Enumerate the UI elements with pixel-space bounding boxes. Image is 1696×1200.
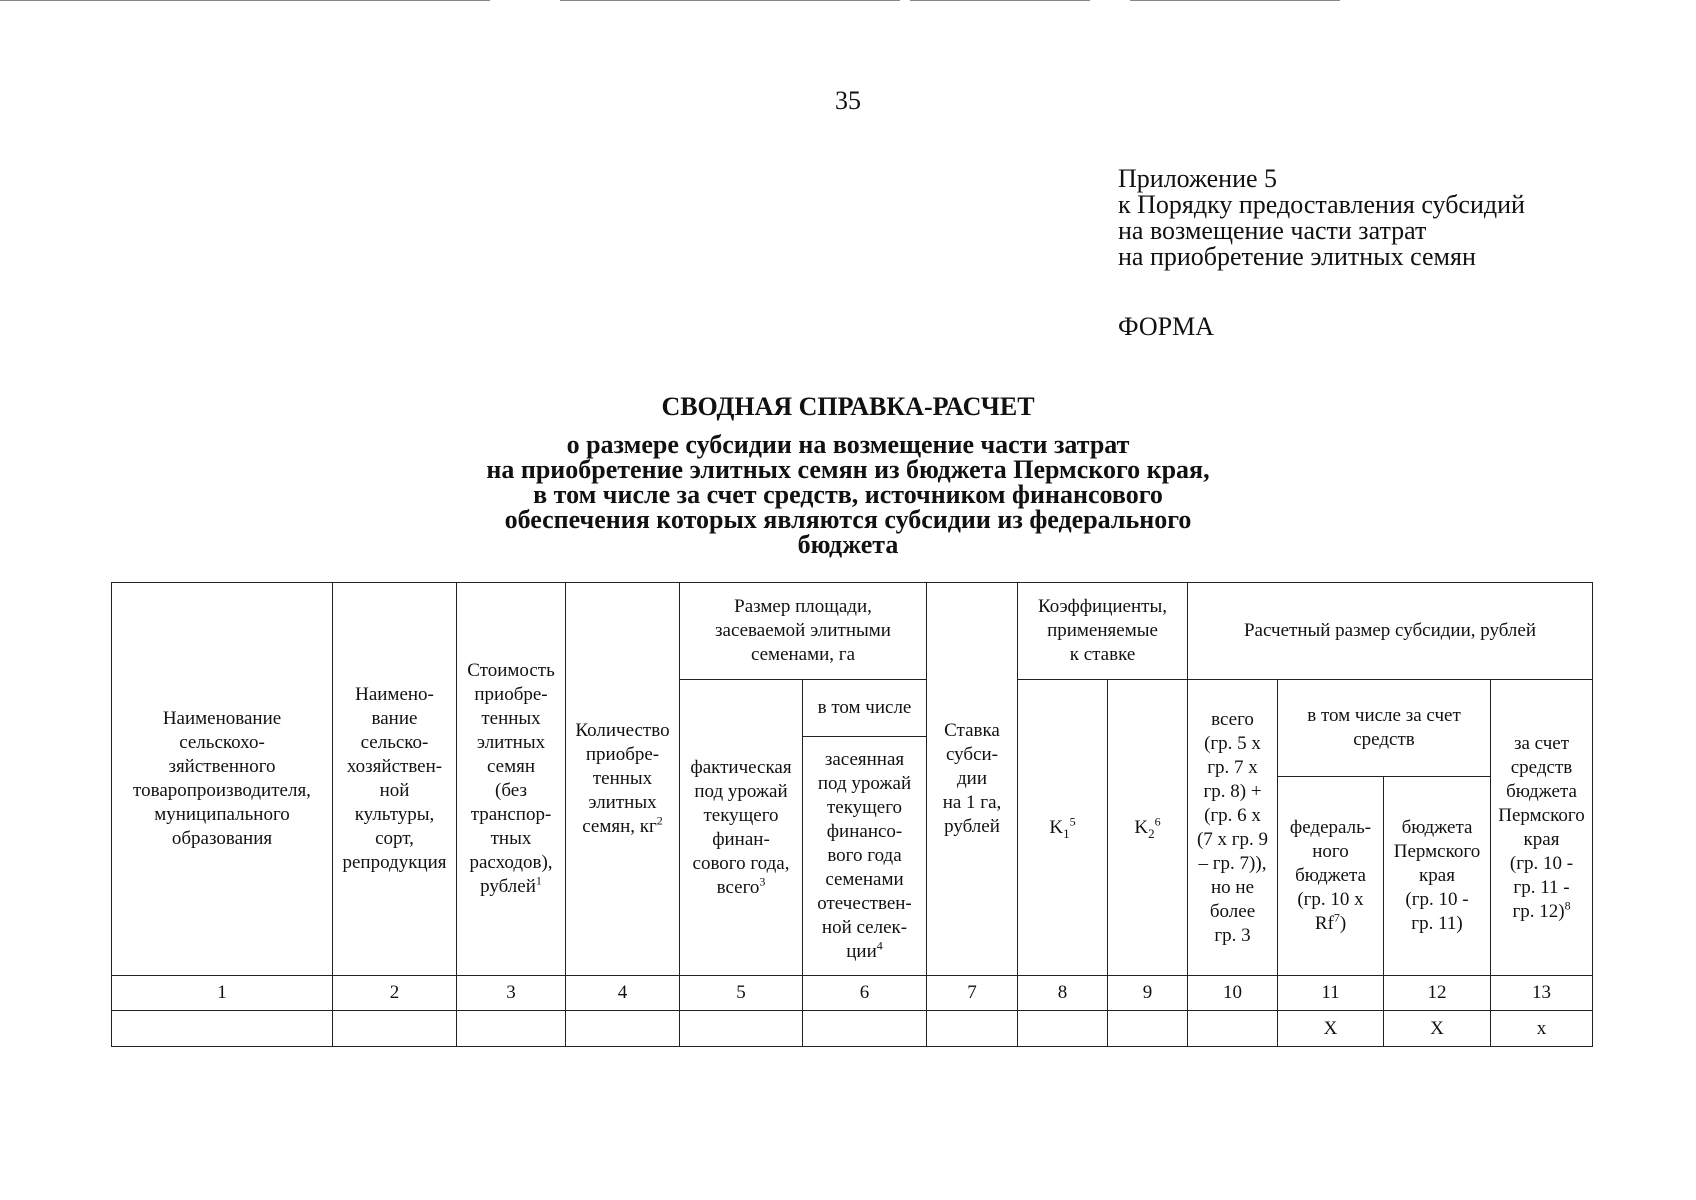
table-cell: X bbox=[1384, 1011, 1491, 1047]
subtitle-line: на приобретение элитных семян из бюджета Пермского края, bbox=[486, 455, 1210, 484]
header-regional-budget-own: за счет средств бюджета Пермского края (гр. 10 - гр. 11 - гр. 12)$^8$ bbox=[1491, 680, 1593, 976]
subtitle-line: в том числе за счет средств, источником финансового bbox=[533, 480, 1163, 509]
header-k2: $K_2^6$ bbox=[1108, 680, 1188, 976]
table-cell bbox=[333, 1011, 457, 1047]
table-cell: x bbox=[1491, 1011, 1593, 1047]
appendix-line: на приобретение элитных семян bbox=[1118, 242, 1476, 271]
header-k1: $K_1^5$ bbox=[1018, 680, 1108, 976]
table-cell bbox=[680, 1011, 803, 1047]
column-numbers-row bbox=[112, 976, 1593, 1011]
appendix-block bbox=[1118, 166, 1525, 270]
footnote-mark: 4 bbox=[876, 938, 883, 953]
header-including-funds: в том числе за счет средств bbox=[1278, 680, 1491, 777]
page-number: 35 bbox=[835, 86, 861, 115]
footnote-mark: 7 bbox=[1333, 910, 1340, 925]
footnote-mark: 1 bbox=[535, 873, 542, 888]
column-number: 3 bbox=[457, 976, 566, 1011]
subtitle-line: обеспечения которых являются субсидии из федерального bbox=[504, 505, 1192, 534]
header-crop-name: Наимено- вание сельско- хозяйствен- ной культуры, сорт, репродукция bbox=[333, 583, 457, 976]
document-subtitle bbox=[0, 432, 1696, 557]
footnote-mark: 6 bbox=[1154, 814, 1161, 829]
appendix-line: к Порядку предоставления субсидий bbox=[1118, 190, 1525, 219]
form-label: ФОРМА bbox=[1118, 312, 1214, 341]
column-number: 8 bbox=[1018, 976, 1108, 1011]
header-subsidy-size-group: Расчетный размер субсидии, рублей bbox=[1188, 583, 1593, 680]
appendix-line: на возмещение части затрат bbox=[1118, 216, 1427, 245]
table-cell bbox=[566, 1011, 680, 1047]
footnote-mark: 5 bbox=[1069, 814, 1076, 829]
header-area-group: Размер площади, засеваемой элитными семенами, га bbox=[680, 583, 927, 680]
column-number: 2 bbox=[333, 976, 457, 1011]
column-number: 6 bbox=[803, 976, 927, 1011]
subtitle-line: бюджета bbox=[797, 530, 899, 559]
header-perm-budget: бюджета Пермского края (гр. 10 - гр. 11) bbox=[1384, 777, 1491, 976]
footnote-mark: 8 bbox=[1564, 898, 1571, 913]
table-cell bbox=[1108, 1011, 1188, 1047]
table-cell bbox=[112, 1011, 333, 1047]
column-number: 7 bbox=[927, 976, 1018, 1011]
header-federal-budget: федераль- ного бюджета (гр. 10 х Rf$^7$) bbox=[1278, 777, 1384, 976]
header-total-subsidy: всего (гр. 5 х гр. 7 х гр. 8) + (гр. 6 х (7 х гр. 9 – гр. 7)), но не более гр. 3 bbox=[1188, 680, 1278, 976]
column-number: 5 bbox=[680, 976, 803, 1011]
scan-edge-marks bbox=[0, 0, 1696, 4]
subsidy-calculation-table bbox=[111, 582, 1593, 1047]
subtitle-line: о размере субсидии на возмещение части затрат bbox=[566, 430, 1130, 459]
header-coefficients-group: Коэффициенты, применяемые к ставке bbox=[1018, 583, 1188, 680]
header-subsidy-rate: Ставка субси- дии на 1 га, рублей bbox=[927, 583, 1018, 976]
column-number: 13 bbox=[1491, 976, 1593, 1011]
table-row bbox=[112, 1011, 1593, 1047]
header-producer-name: Наименование сельскохо- зяйственного товаропроизводителя, муниципального образования bbox=[112, 583, 333, 976]
table-cell: X bbox=[1278, 1011, 1384, 1047]
column-number: 11 bbox=[1278, 976, 1384, 1011]
column-number: 9 bbox=[1108, 976, 1188, 1011]
column-number: 1 bbox=[112, 976, 333, 1011]
table-cell bbox=[1018, 1011, 1108, 1047]
table-cell bbox=[457, 1011, 566, 1047]
table-cell bbox=[1188, 1011, 1278, 1047]
column-number: 10 bbox=[1188, 976, 1278, 1011]
footnote-mark: 3 bbox=[759, 874, 766, 889]
header-seed-quantity: Количество приобре- тенных элитных семян, $кг^2$ bbox=[566, 583, 680, 976]
header-actual-area: фактическая под урожай текущего финан- сового года, всего$^3$ bbox=[680, 680, 803, 976]
header-domestic-seeds-area: засеянная под урожай текущего финансо- вого года семенами отечествен- ной селек- ции$^4$ bbox=[803, 737, 927, 976]
column-number: 4 bbox=[566, 976, 680, 1011]
footnote-mark: 2 bbox=[656, 813, 663, 828]
header-including: в том числе bbox=[803, 680, 927, 737]
table-cell bbox=[927, 1011, 1018, 1047]
appendix-line: Приложение 5 bbox=[1118, 164, 1278, 193]
header-seed-cost: Стоимость приобре- тенных элитных семян (без транспор- тных расходов), рублей$^1$ bbox=[457, 583, 566, 976]
document-title: СВОДНАЯ СПРАВКА-РАСЧЕТ bbox=[661, 392, 1035, 421]
table-cell bbox=[803, 1011, 927, 1047]
column-number: 12 bbox=[1384, 976, 1491, 1011]
